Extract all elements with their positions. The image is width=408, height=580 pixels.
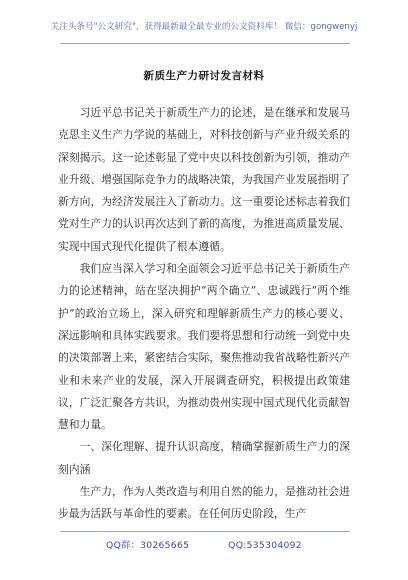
footer-qq-number: QQ:535304092: [228, 540, 302, 551]
footer-qq-group: QQ群：30265665: [106, 540, 190, 551]
footer-divider: [60, 531, 350, 532]
body-paragraph-1: 习近平总书记关于新质生产力的论述，是在继承和发展马克思主义生产力学说的基础上，对科技创新与产业升级关系的深刻揭示。这一论述彰显了党中央以科技创新为引领，推动产业升级、增强国际竞争力的战略决策，为我国产业发展指明了新方向，为经济发展注入了新动力。这一重要论述标志着我们党对生产力的认识再次达到了新的高度，为推进高质量发展、实现中国式现代化提供了根本遵循。: [58, 106, 350, 253]
document-body: [58, 102, 350, 526]
page-footer: [0, 537, 408, 551]
section-paragraph: 生产力，作为人类改造与利用自然的能力，是推动社会进步最为活跃与革命性的要素。在任何历史阶段，生产: [58, 485, 350, 521]
document-title: 新质生产力研讨发言材料: [143, 70, 265, 82]
body-paragraph-2: 我们应当深入学习和全面领会习近平总书记关于新质生产力的论述精神，站在坚决拥护“两个确立”、忠诚践行“两个维护”的政治立场上，深入研究和理解新质生产力的核心要义、深远影响和具体实践要求。我们要将思想和行动统一到党中央的决策部署上来，紧密结合实际，聚焦推动我省战略性新兴产业和未来产业的发展，深入开展调查研究，积极提出政策建议，广泛汇聚各方共识，为推动贵州实现中国式现代化贡献智慧和力量。: [58, 262, 350, 432]
page-header-notice: 关注头条号"公文研究"，获得最新最全最专业的公文资料库！ 微信：gongwenyj: [50, 22, 358, 32]
header-divider: [60, 43, 350, 44]
section-heading: 一、深化理解、提升认识高度，精确掌握新质生产力的深刻内涵: [58, 440, 350, 476]
